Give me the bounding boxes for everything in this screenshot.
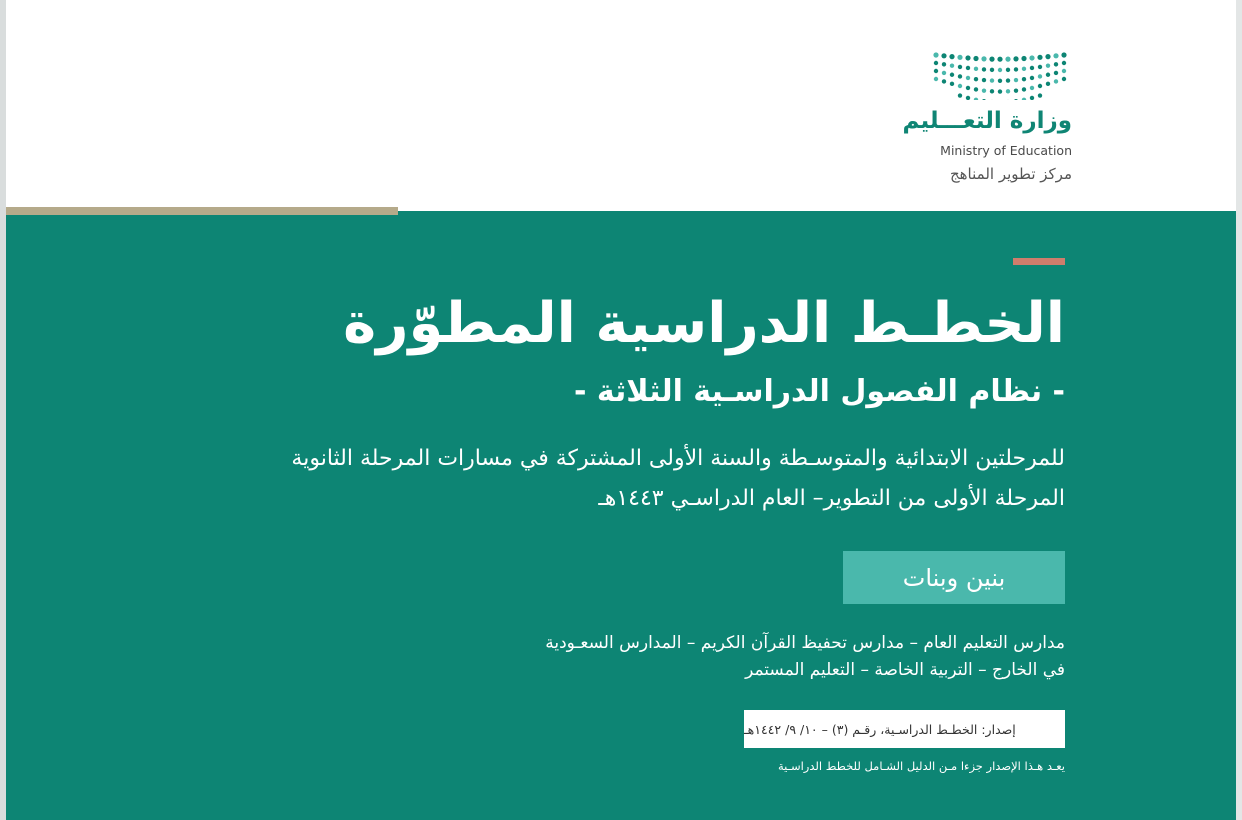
cover-subtitle: - نظام الفصول الدراسـية الثلاثة - — [573, 374, 1065, 409]
curriculum-center-name: مركز تطوير المناهج — [949, 165, 1072, 183]
page-right-edge — [1236, 0, 1242, 820]
schools-line-1: مدارس التعليم العام – مدارس تحفيظ القرآن الكريم – المدارس السعـودية — [545, 633, 1065, 653]
ministry-logo — [902, 44, 1072, 194]
accent-dash — [1013, 258, 1065, 265]
ministry-name-english: Ministry of Education — [940, 143, 1072, 158]
issue-note: يعـد هـذا الإصدار جزءا مـن الدليل الشـامل للخطط الدراسـية — [777, 759, 1065, 773]
description-line-2: المرحلة الأولى من التطوير– العام الدراسـي ١٤٤٣هـ — [598, 486, 1065, 511]
issue-info-box: إصدار: الخطـط الدراسـية، رقـم (٣) – ١٠/ ٩/ ١٤٤٢هـ — [744, 710, 1065, 748]
description-line-1: للمرحلتين الابتدائية والمتوسـطة والسنة الأولى المشتركة في مسارات المرحلة الثانوية — [291, 446, 1065, 471]
ministry-name-arabic: وزارة التعـــليم — [902, 108, 1072, 134]
schools-line-2: في الخارج – التربية الخاصة – التعليم المستمر — [745, 660, 1065, 680]
audience-badge: بنين وبنات — [843, 551, 1065, 604]
ministry-dots-logo-icon — [932, 50, 1072, 100]
cover-title: الخطـط الدراسية المطوّرة — [343, 291, 1065, 356]
decorative-tan-bar — [6, 207, 398, 215]
